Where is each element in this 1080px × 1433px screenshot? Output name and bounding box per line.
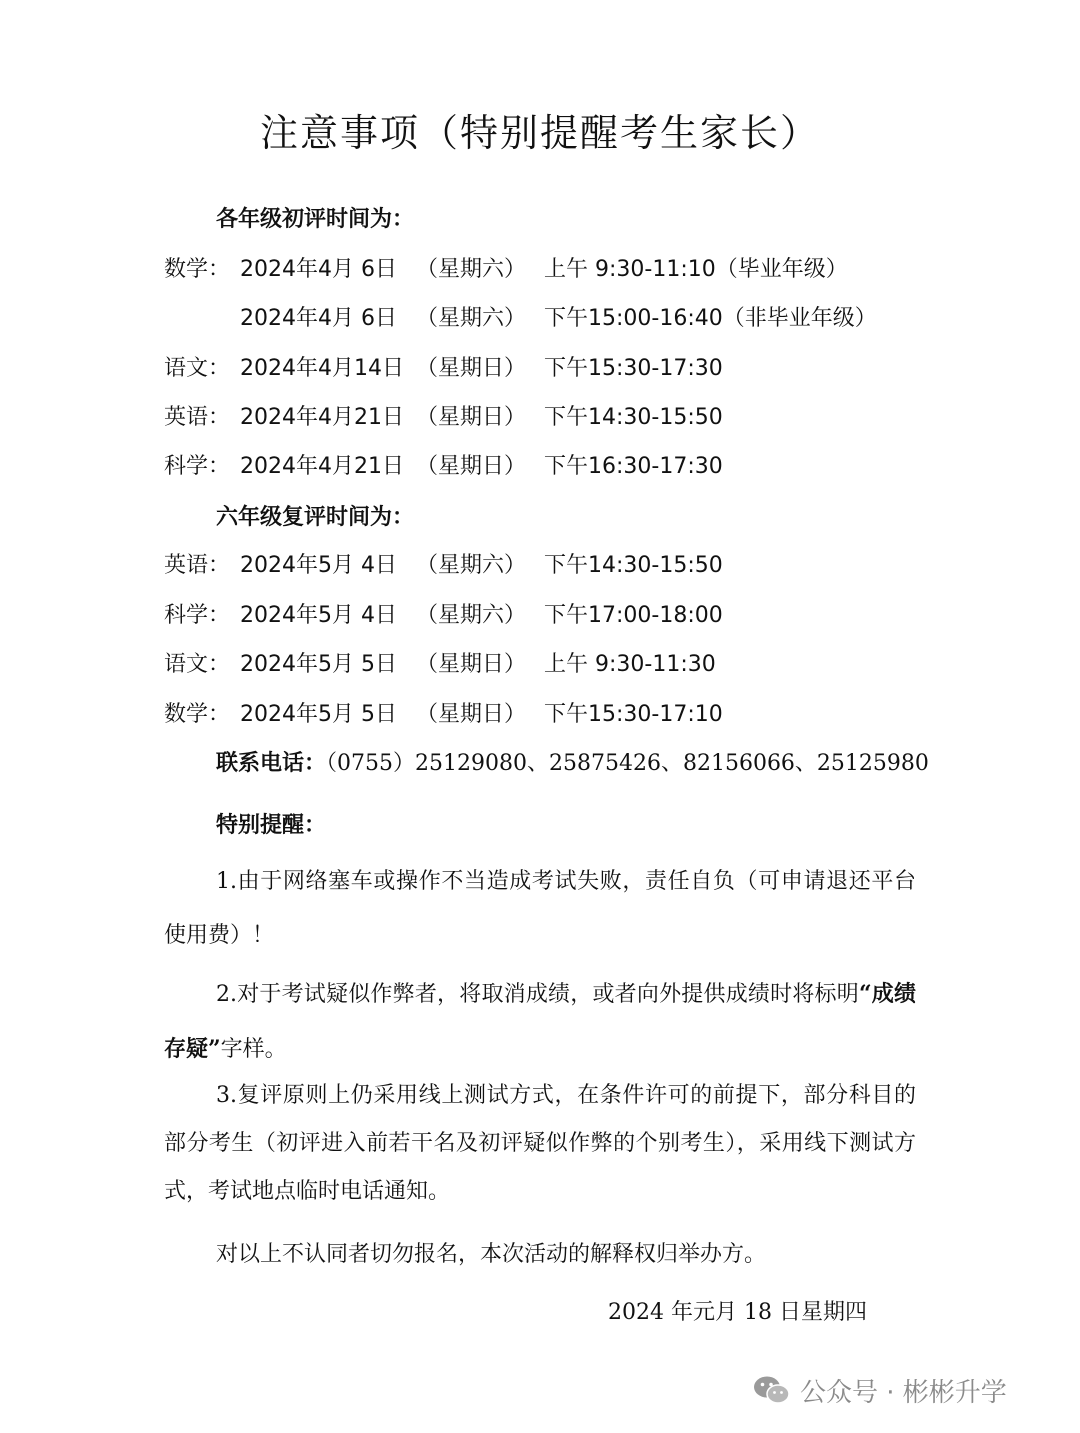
reminder-item-1: 1.由于网络塞车或操作不当造成考试失败，责任自负（可申请退还平台使用费）！ xyxy=(164,869,916,948)
schedule-date: 2024年5月 4日 xyxy=(240,603,397,628)
schedule-date: 2024年5月 5日 xyxy=(240,652,397,677)
contact-label: 联系电话： xyxy=(216,750,327,776)
schedule-subject: 数学： xyxy=(164,702,231,727)
schedule-weekday: （星期六） xyxy=(416,553,527,578)
reminder-item-2-text: 2.对于考试疑似作弊者，将取消成绩，或者向外提供成绩时将标明 xyxy=(216,982,859,1007)
contact-phones: （0755）25129080、25875426、82156066、25125980 xyxy=(326,751,929,776)
schedule-subject: 语文： xyxy=(164,652,231,677)
schedule-weekday: （星期日） xyxy=(416,652,527,677)
schedule-row xyxy=(164,452,924,482)
schedule-subject: 英语： xyxy=(164,553,231,578)
reminder-item-2 xyxy=(164,967,916,1077)
watermark-text: 公众号 · 彬彬升学 xyxy=(800,1377,1007,1408)
schedule-row xyxy=(164,354,924,384)
schedule-date: 2024年4月21日 xyxy=(240,454,404,479)
reminder-item-3: 3.复评原则上仍采用线上测试方式，在条件许可的前提下，部分科目的部分考生（初评进入前若干名及初评疑似作弊的个别考生），采用线下测试方式，考试地点临时电话通知。 xyxy=(164,1083,916,1204)
schedule-weekday: （星期六） xyxy=(416,257,527,282)
schedule-time: 上午 9:30-11:30 xyxy=(544,652,716,677)
schedule-date: 2024年5月 5日 xyxy=(240,702,397,727)
schedule-row xyxy=(164,601,924,631)
schedule-date: 2024年4月21日 xyxy=(240,405,404,430)
schedule-subject: 语文： xyxy=(164,356,231,381)
schedule-weekday: （星期日） xyxy=(416,405,527,430)
schedule-time: 下午14:30-15:50 xyxy=(544,553,723,578)
schedule-weekday: （星期六） xyxy=(416,306,527,331)
schedule-time: 下午15:30-17:30 xyxy=(544,356,723,381)
schedule-weekday: （星期日） xyxy=(416,702,527,727)
reminder-item-2-suffix: 字样。 xyxy=(220,1037,287,1062)
schedule-date: 2024年4月 6日 xyxy=(240,257,397,282)
schedule-date: 2024年5月 4日 xyxy=(240,553,397,578)
wechat-icon xyxy=(752,1374,792,1406)
schedule-time: 下午14:30-15:50 xyxy=(544,405,723,430)
closing-statement: 对以上不认同者切勿报名，本次活动的解释权归举办方。 xyxy=(216,1242,767,1267)
schedule-time: 上午 9:30-11:10（毕业年级） xyxy=(544,257,848,282)
schedule-time: 下午16:30-17:30 xyxy=(544,454,723,479)
reminder-heading: 特别提醒： xyxy=(216,812,327,838)
schedule-subject: 数学： xyxy=(164,257,231,282)
schedule-weekday: （星期日） xyxy=(416,356,527,381)
schedule-subject: 科学： xyxy=(164,603,231,628)
date-signature: 2024 年元月 18 日星期四 xyxy=(608,1300,867,1325)
second-review-heading: 六年级复评时间为： xyxy=(216,504,415,530)
schedule-weekday: （星期日） xyxy=(416,454,527,479)
schedule-time: 下午15:00-16:40（非毕业年级） xyxy=(544,306,877,331)
first-review-heading: 各年级初评时间为： xyxy=(216,206,415,232)
watermark xyxy=(752,1372,1007,1408)
schedule-date: 2024年4月 6日 xyxy=(240,306,397,331)
schedule-row xyxy=(164,304,924,334)
contact-line xyxy=(216,748,929,779)
schedule-date: 2024年4月14日 xyxy=(240,356,404,381)
schedule-time: 下午17:00-18:00 xyxy=(544,603,723,628)
page-title: 注意事项（特别提醒考生家长） xyxy=(259,111,820,155)
reminder-item-2-emphasis: “成绩存疑” xyxy=(164,981,917,1062)
schedule-subject: 英语： xyxy=(164,405,231,430)
schedule-row xyxy=(164,551,924,581)
schedule-time: 下午15:30-17:10 xyxy=(544,702,723,727)
schedule-weekday: （星期六） xyxy=(416,603,527,628)
schedule-row xyxy=(164,255,924,285)
schedule-row xyxy=(164,403,924,433)
schedule-row xyxy=(164,650,924,680)
schedule-row xyxy=(164,700,924,730)
schedule-subject: 科学： xyxy=(164,454,231,479)
